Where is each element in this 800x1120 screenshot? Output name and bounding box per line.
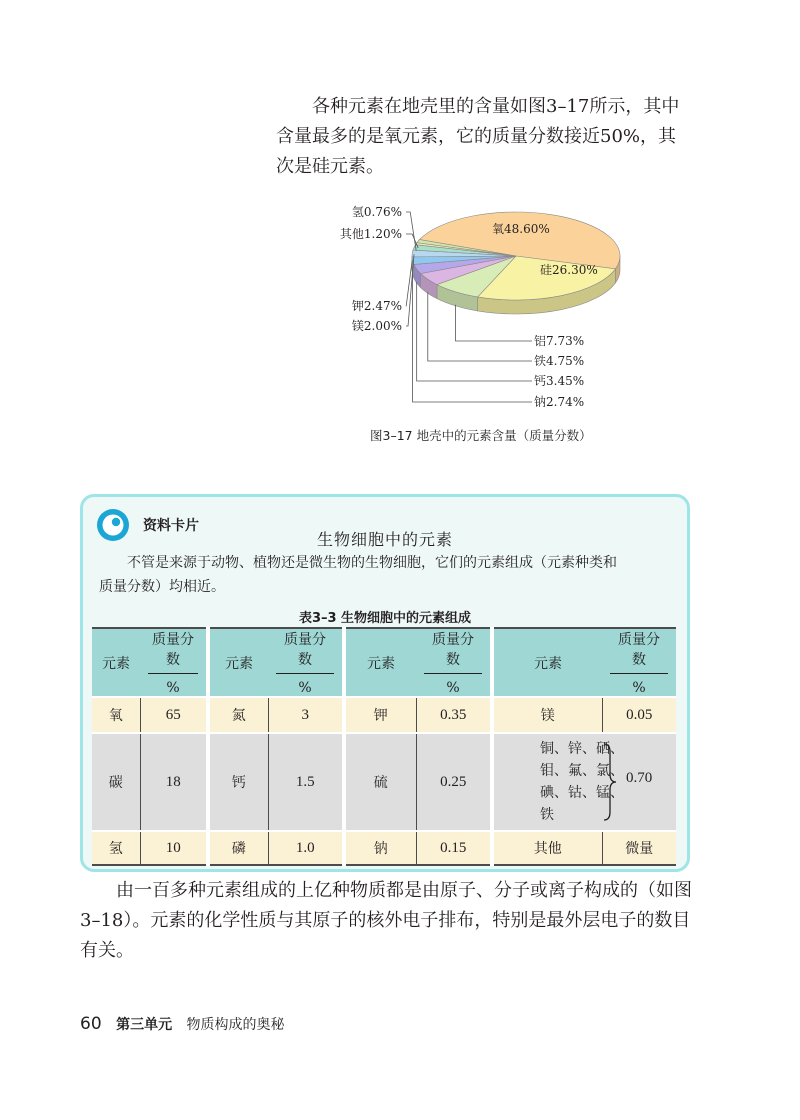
element-cell: 钾 <box>344 697 416 733</box>
card-text-line: 不管是来源于动物、植物还是微生物的生物细胞，它们的元素组成（元素种类和 <box>127 555 617 571</box>
page-footer <box>80 1014 285 1034</box>
body-paragraph <box>80 876 720 966</box>
trace-line: 铜、锌、硒、 <box>540 741 624 757</box>
footer-unit: 第三单元 <box>116 1017 173 1033</box>
intro-line: 次是硅元素。 <box>276 156 384 177</box>
header-mass: 质量分数 % <box>268 628 344 697</box>
card-tag: 资料卡片 <box>143 518 199 534</box>
table-row <box>92 831 676 865</box>
pie-label-镁: 镁2.00% <box>351 319 402 333</box>
brace-icon <box>602 742 618 822</box>
pie-label-氧: 氧48.60% <box>492 222 550 236</box>
card-title: 生物细胞中的元素 <box>316 530 453 549</box>
element-cell: 碳 <box>92 733 140 831</box>
element-cell: 氢 <box>92 831 140 865</box>
element-cell: 镁 <box>492 697 602 733</box>
element-cell: 磷 <box>208 831 268 865</box>
pie-label-钾: 钾2.47% <box>351 299 402 313</box>
header-mass: 质量分数 % <box>602 628 676 697</box>
element-cell: 氧 <box>92 697 140 733</box>
trace-line: 碘、钴、锰、 <box>540 785 624 801</box>
element-cell: 其他 <box>492 831 602 865</box>
element-table <box>92 627 676 866</box>
pie-chart <box>0 0 800 440</box>
info-card <box>80 494 690 872</box>
footer-unit-title: 物质构成的奥秘 <box>186 1017 285 1033</box>
body-line: 由一百多种元素组成的上亿种物质都是由原子、分子或离子构成的（如图 <box>116 880 692 901</box>
pie-label-氢: 氢0.76% <box>351 205 402 219</box>
pie-label-铁: 铁4.75% <box>534 354 585 368</box>
trace-element-list <box>530 738 640 826</box>
card-text <box>99 551 679 599</box>
intro-line: 含量最多的是氧元素，它的质量分数接近50%，其 <box>276 126 677 147</box>
value-cell: 1.5 <box>268 733 344 831</box>
element-cell: 钠 <box>344 831 416 865</box>
value-cell: 1.0 <box>268 831 344 865</box>
table-row <box>92 733 676 831</box>
header-mass: 质量分数 % <box>416 628 492 697</box>
leader-line-氢 <box>406 212 416 251</box>
pie-label-钠: 钠2.74% <box>534 395 585 409</box>
header-mass: 质量分数 % <box>140 628 208 697</box>
value-cell: 微量 <box>602 831 676 865</box>
value-cell: 0.25 <box>416 733 492 831</box>
pie-label-硅: 硅26.30% <box>540 263 598 277</box>
element-cell: 硫 <box>344 733 416 831</box>
header-element: 元素 <box>344 628 416 697</box>
trace-line: 钼、氟、氯、 <box>540 763 624 779</box>
pie-label-其他: 其他1.20% <box>339 227 402 241</box>
card-text-line: 质量分数）均相近。 <box>99 579 225 595</box>
header-element: 元素 <box>492 628 602 697</box>
value-cell: 65 <box>140 697 208 733</box>
value-cell: 0.15 <box>416 831 492 865</box>
pie-label-钙: 钙3.45% <box>534 374 585 388</box>
trace-line: 铁 <box>540 807 554 823</box>
value-cell: 0.05 <box>602 697 676 733</box>
trace-elements-cell <box>492 733 676 831</box>
table-caption: 表3–3 生物细胞中的元素组成 <box>298 611 472 626</box>
figure-caption: 图3–17 地壳中的元素含量（质量分数） <box>370 428 592 443</box>
page-number: 60 <box>80 1014 102 1034</box>
body-line: 3–18）。元素的化学性质与其原子的核外电子排布，特别是最外层电子的数目 <box>80 910 691 931</box>
value-cell: 0.70 <box>626 770 653 786</box>
value-cell: 3 <box>268 697 344 733</box>
value-cell: 10 <box>140 831 208 865</box>
element-cell: 氮 <box>208 697 268 733</box>
value-cell: 0.35 <box>416 697 492 733</box>
header-element: 元素 <box>92 628 140 697</box>
value-cell: 18 <box>140 733 208 831</box>
table-row <box>92 697 676 733</box>
table-header-row <box>92 628 676 697</box>
body-line: 有关。 <box>80 940 134 961</box>
pie-label-铝: 铝7.73% <box>534 334 585 348</box>
element-cell: 钙 <box>208 733 268 831</box>
intro-line: 各种元素在地壳里的含量如图3–17所示，其中 <box>312 96 680 117</box>
header-element: 元素 <box>208 628 268 697</box>
